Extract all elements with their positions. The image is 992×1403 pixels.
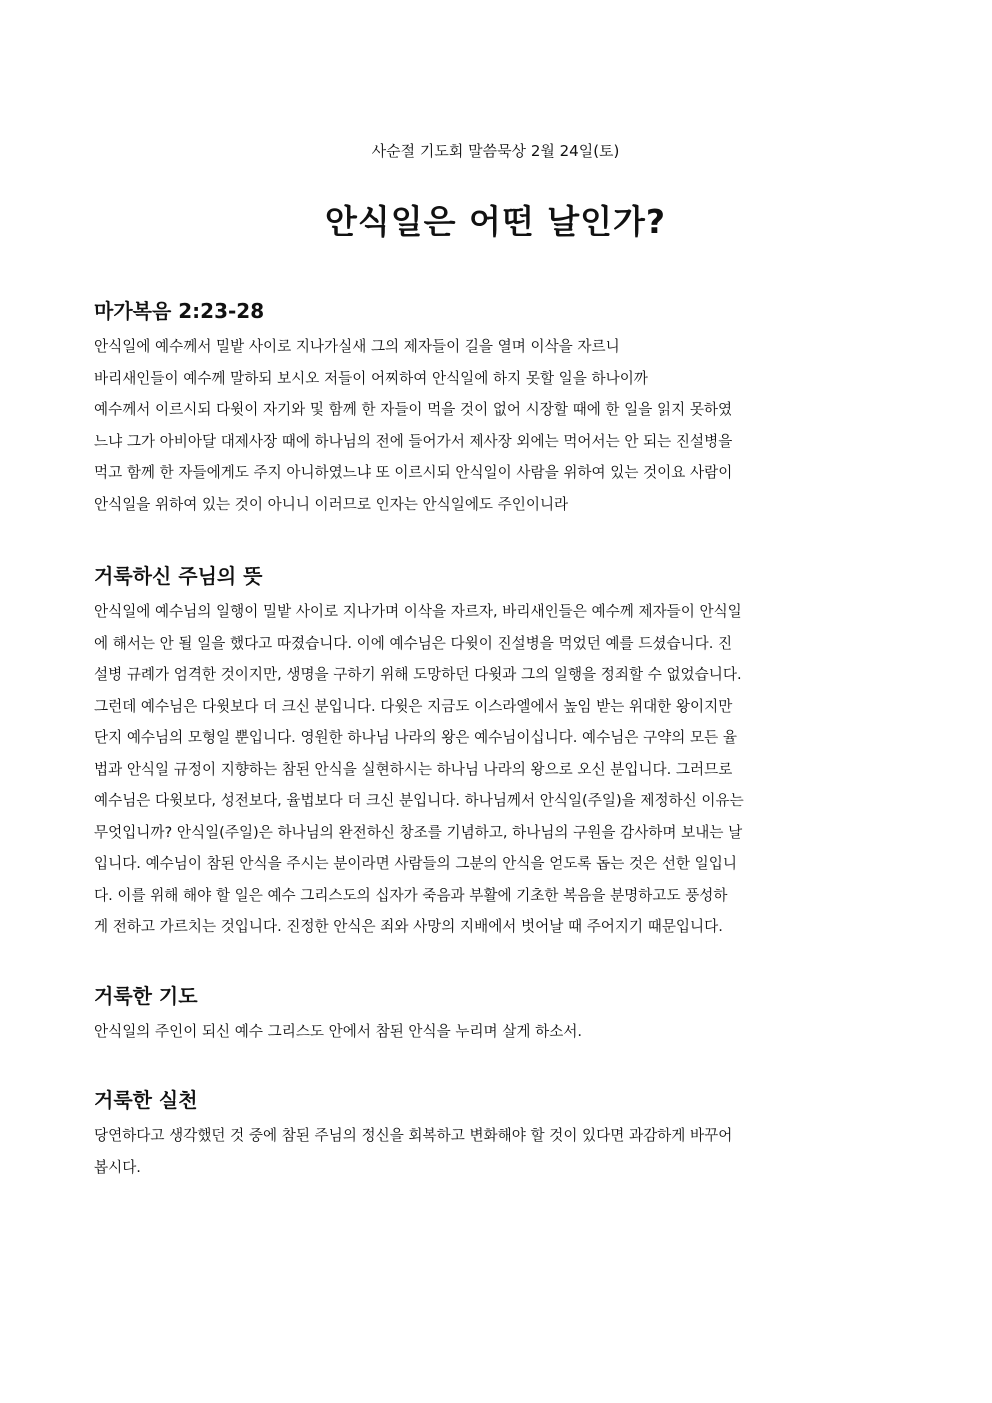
section-heading: 거룩한 기도 <box>94 984 198 1008</box>
text-line: 안식일에 예수께서 밀밭 사이로 지나가실새 그의 제자들이 길을 열며 이삭을 자르니 <box>94 338 620 355</box>
text-line: 에 해서는 안 될 일을 했다고 따졌습니다. 이에 예수님은 다윗이 진설병을 먹었던 예를 드셨습니다. 진 <box>94 634 733 652</box>
text-line: 법과 안식일 규정이 지향하는 참된 안식을 실현하시는 하나님 나라의 왕으로 오신 분입니다. 그러므로 <box>94 760 733 778</box>
text-line: 안식일을 위하여 있는 것이 아니니 이러므로 인자는 안식일에도 주인이니라 <box>94 495 569 513</box>
text-line: 무엇입니까? 안식일(주일)은 하나님의 완전하신 창조를 기념하고, 하나님의 구원을 감사하며 보내는 날 <box>94 823 743 841</box>
text-line: 그런데 예수님은 다윗보다 더 크신 분입니다. 다윗은 지금도 이스라엘에서 높임 받는 위대한 왕이지만 <box>94 697 733 715</box>
document-subtitle: 사순절 기도회 말씀묵상 2월 24일(토) <box>371 142 620 160</box>
section-meditation <box>94 562 897 943</box>
section-body <box>94 331 897 520</box>
text-line: 안식일의 주인이 되신 예수 그리스도 안에서 참된 안식을 누리며 살게 하소서. <box>94 1023 583 1040</box>
text-line: 게 전하고 가르치는 것입니다. 진정한 안식은 죄와 사망의 지배에서 벗어날 때 주어지기 때문입니다. <box>94 918 723 935</box>
text-line: 다. 이를 위해 해야 할 일은 예수 그리스도의 십자가 죽음과 부활에 기초한 복음을 분명하고도 풍성하 <box>94 886 728 904</box>
section-scripture <box>94 297 897 520</box>
section-practice <box>94 1086 897 1183</box>
text-line: 예수께서 이르시되 다윗이 자기와 및 함께 한 자들이 먹을 것이 없어 시장할 때에 한 일을 읽지 못하였 <box>94 401 733 418</box>
section-body <box>94 1120 897 1183</box>
section-heading: 거룩하신 주님의 뜻 <box>94 564 263 588</box>
section-heading: 마가복음 2:23-28 <box>94 299 265 323</box>
text-line: 당연하다고 생각했던 것 중에 참된 주님의 정신을 회복하고 변화해야 할 것이 있다면 과감하게 바꾸어 <box>94 1127 733 1144</box>
section-body <box>94 1016 897 1048</box>
text-line: 안식일에 예수님의 일행이 밀밭 사이로 지나가며 이삭을 자르자, 바리새인들은 예수께 제자들이 안식일 <box>94 603 742 620</box>
text-line: 먹고 함께 한 자들에게도 주지 아니하였느냐 또 이르시되 안식일이 사람을 위하여 있는 것이요 사람이 <box>94 464 733 481</box>
text-line: 느냐 그가 아비아달 대제사장 때에 하나님의 전에 들어가서 제사장 외에는 먹어서는 안 되는 진설병을 <box>94 432 733 450</box>
text-line: 바리새인들이 예수께 말하되 보시오 저들이 어찌하여 안식일에 하지 못할 일을 하나이까 <box>94 369 648 387</box>
section-prayer <box>94 982 897 1048</box>
section-heading: 거룩한 실천 <box>94 1088 198 1112</box>
text-line: 단지 예수님의 모형일 뿐입니다. 영원한 하나님 나라의 왕은 예수님이십니다. 예수님은 구약의 모든 율 <box>94 729 737 746</box>
section-body <box>94 596 897 943</box>
text-line: 입니다. 예수님이 참된 안식을 주시는 분이라면 사람들의 그분의 안식을 얻도록 돕는 것은 선한 일입니 <box>94 855 737 872</box>
text-line: 예수님은 다윗보다, 성전보다, 율법보다 더 크신 분입니다. 하나님께서 안식일(주일)을 제정하신 이유는 <box>94 792 744 809</box>
document-title: 안식일은 어떤 날인가? <box>324 202 667 241</box>
text-line: 설병 규례가 엄격한 것이지만, 생명을 구하기 위해 도망하던 다윗과 그의 일행을 정죄할 수 없었습니다. <box>94 666 742 683</box>
text-line: 봅시다. <box>94 1158 141 1176</box>
